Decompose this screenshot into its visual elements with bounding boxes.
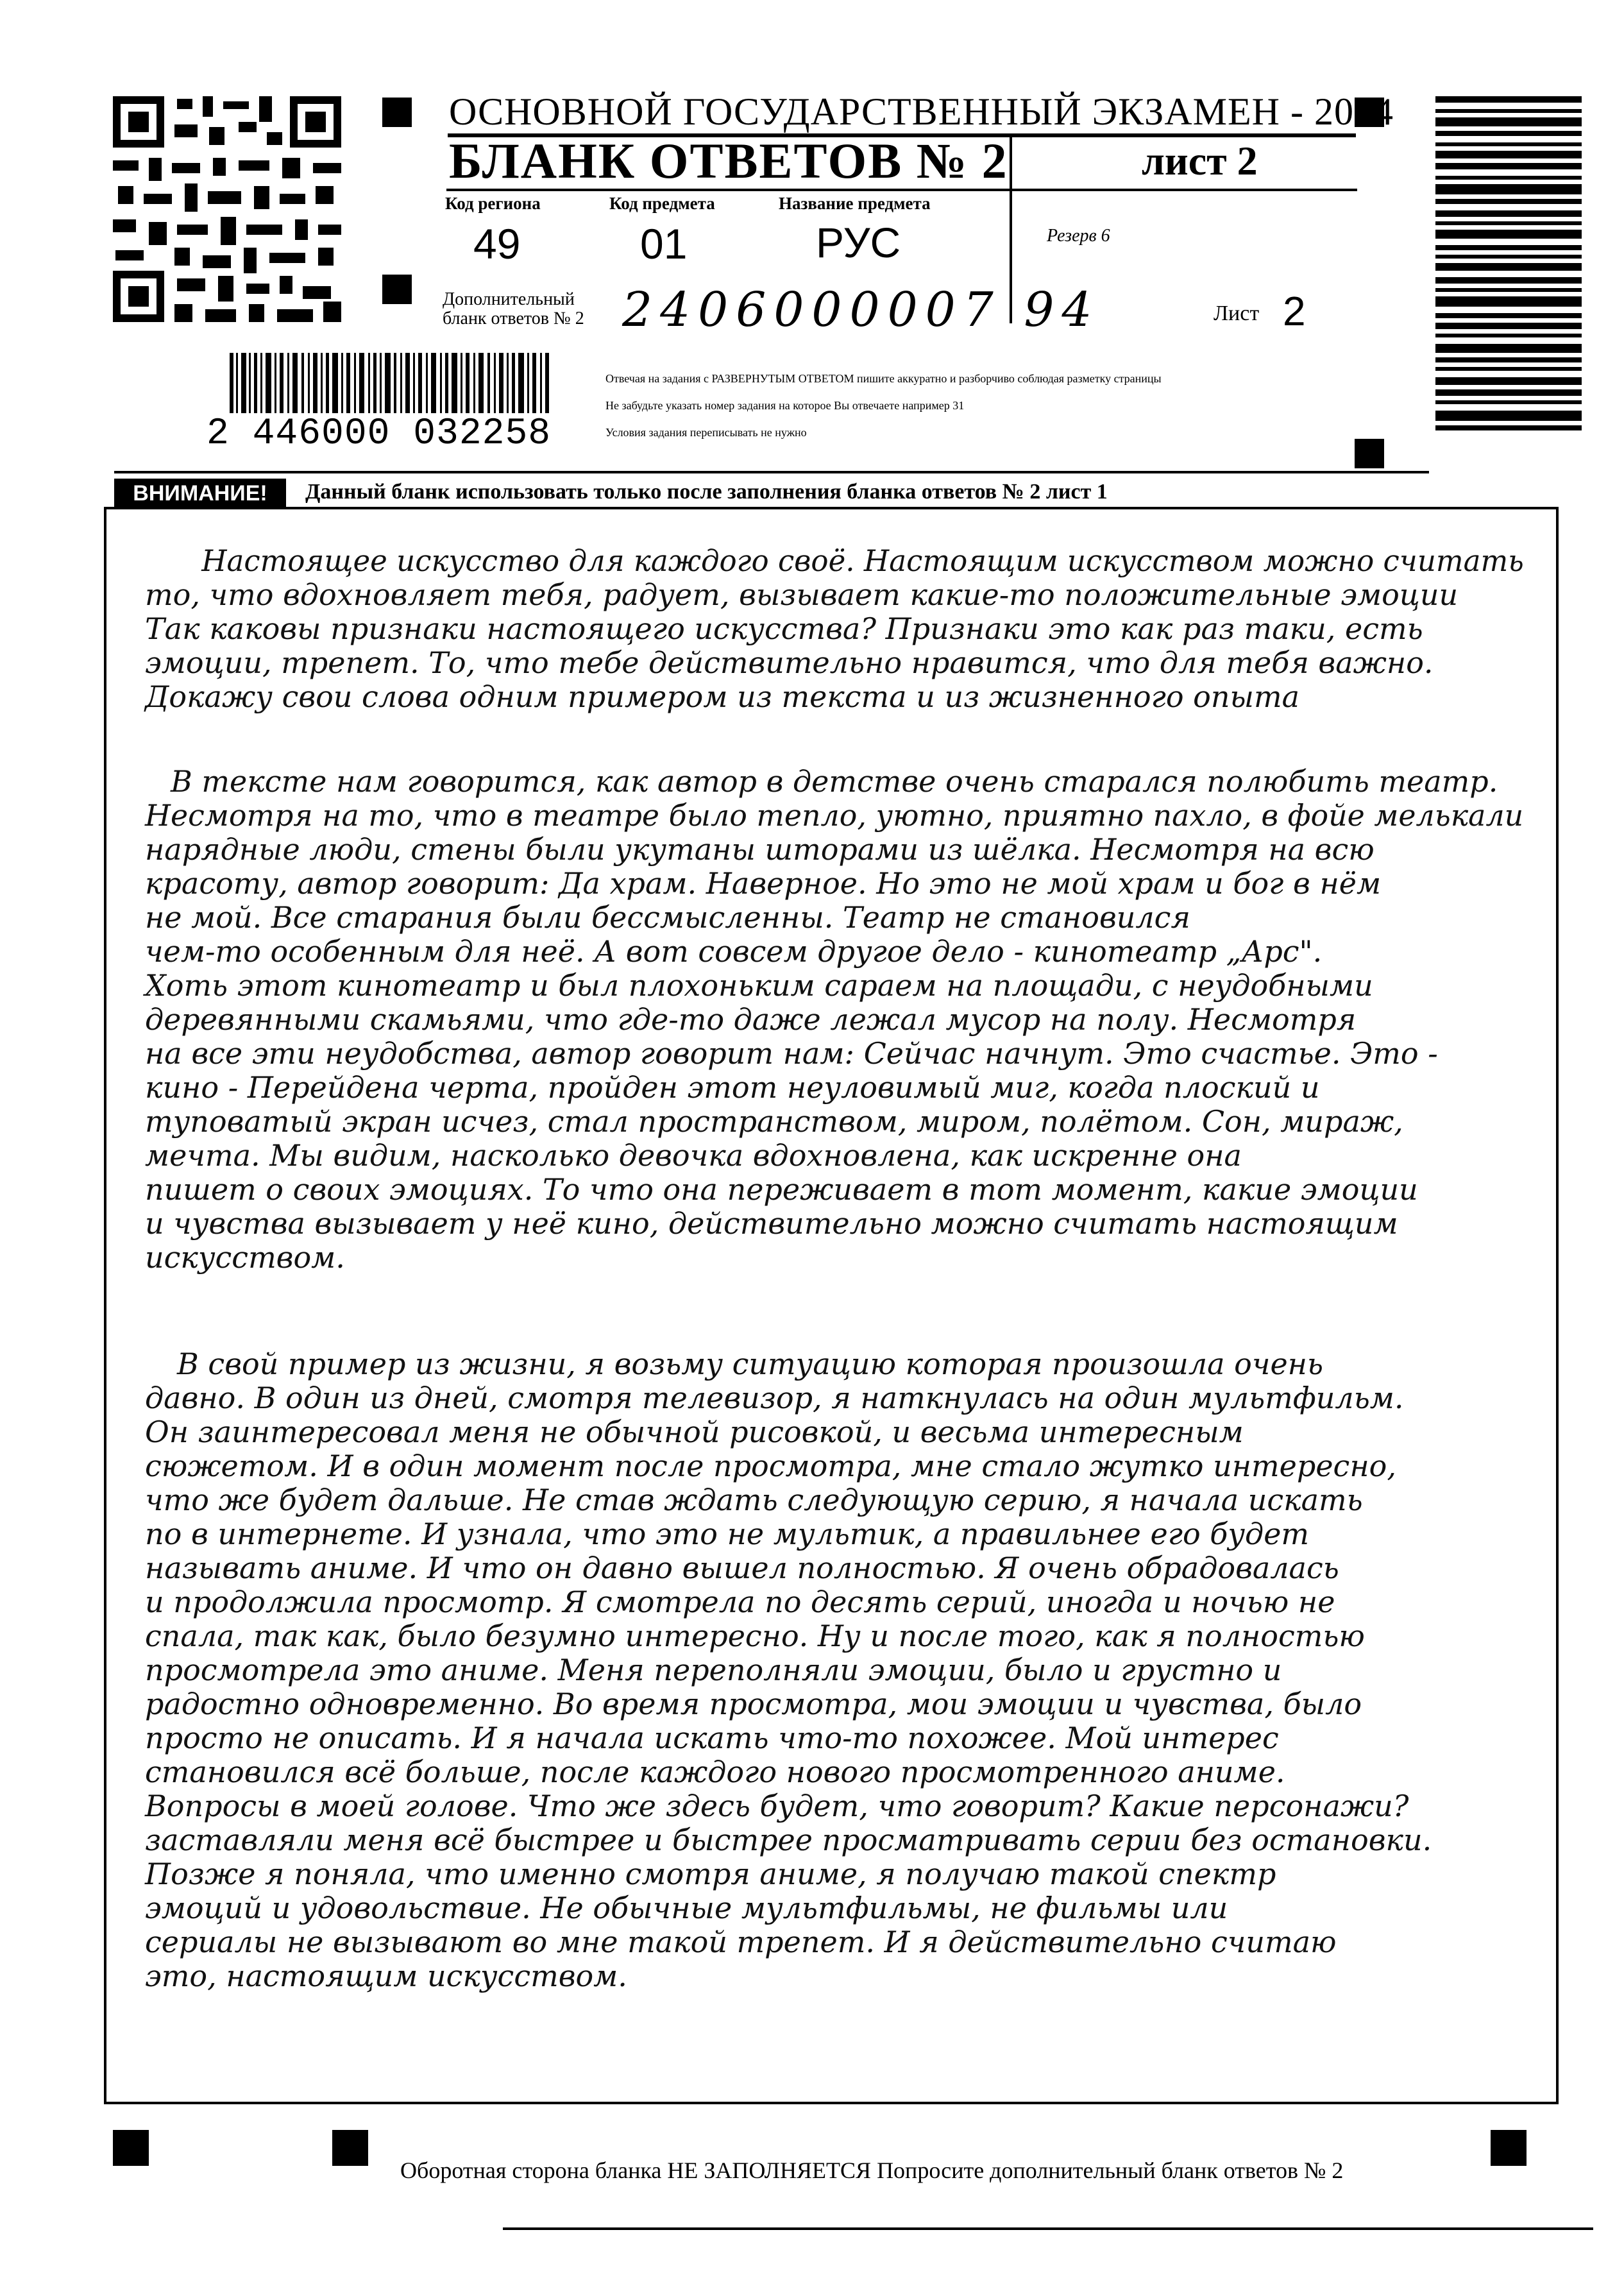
- handwritten-line: просто не описать. И я начала искать что-то похожее. Мой интерес: [145, 1721, 1279, 1755]
- handwritten-line: заставляли меня всё быстрее и быстрее просматривать серии без остановки.: [145, 1823, 1432, 1857]
- handwritten-line: Вопросы в моей голове. Что же здесь будет, что говорит? Какие персонажи?: [145, 1789, 1409, 1823]
- timing-stripe: [1435, 334, 1582, 337]
- timing-stripe: [1435, 323, 1582, 329]
- handwritten-line: туповатый экран исчез, стал пространством, миром, полётом. Сон, мираж,: [145, 1104, 1403, 1139]
- timing-stripes: [1435, 96, 1582, 481]
- timing-stripe: [1435, 109, 1582, 113]
- attention-badge: ВНИМАНИЕ!: [114, 479, 286, 508]
- subject-code-value: 01: [640, 220, 688, 268]
- footer-note: Оборотная сторона бланка НЕ ЗАПОЛНЯЕТСЯ Попросите дополнительный бланк ответов № 2: [400, 2158, 1344, 2183]
- timing-stripe: [1435, 263, 1582, 271]
- handwritten-line: искусством.: [145, 1240, 345, 1275]
- sheet-label: Лист: [1214, 302, 1260, 325]
- timing-stripe: [1435, 245, 1582, 250]
- timing-stripe: [1435, 96, 1582, 103]
- handwritten-line: радостно одновременно. Во время просмотра, мои эмоции и чувства, было: [145, 1687, 1362, 1721]
- alignment-marker: [1491, 2130, 1527, 2166]
- handwritten-line: Так каковы признаки настоящего искусства? Признаки это как раз таки, есть: [145, 611, 1423, 646]
- handwritten-line: просмотрела это аниме. Меня переполняли эмоции, было и грустно и: [145, 1653, 1282, 1687]
- handwritten-line: Хоть этот кинотеатр и был плохоньким сараем на площади, с неудобными: [145, 968, 1373, 1003]
- handwritten-line: В свой пример из жизни, я возьму ситуацию которая произошла очень: [177, 1347, 1324, 1381]
- handwritten-line: сериалы не вызывают во мне такой трепет. И я действительно считаю: [145, 1925, 1337, 1959]
- handwritten-line: и чувства вызывает у неё кино, действительно можно считать настоящим: [145, 1206, 1398, 1241]
- handwritten-line: и продолжила просмотр. Я смотрела по десять серий, иногда и ночью не: [145, 1585, 1335, 1619]
- handwritten-line: на все эти неудобства, автор говорит нам: Сейчас начнут. Это счастье. Это -: [145, 1036, 1438, 1071]
- barcode-number: 2 446000 032258: [204, 413, 554, 455]
- handwritten-line: называть аниме. И что он давно вышел полностью. Я очень обрадовалась: [145, 1551, 1339, 1585]
- handwritten-line: то, что вдохновляет тебя, радует, вызывает какие-то положительные эмоции: [145, 577, 1459, 612]
- subject-name-label: Название предмета: [779, 194, 931, 213]
- handwritten-line: красоту, автор говорит: Да храм. Наверное. Но это не мой храм и бог в нём: [145, 866, 1382, 901]
- timing-stripe: [1435, 176, 1582, 180]
- timing-stripe: [1435, 425, 1582, 430]
- timing-stripe: [1435, 344, 1582, 353]
- alignment-marker: [382, 98, 412, 127]
- timing-stripe: [1435, 230, 1582, 239]
- sheet-title: лист 2: [1142, 138, 1258, 183]
- blank-title: БЛАНК ОТВЕТОВ № 2: [449, 133, 1008, 189]
- handwritten-line: Он заинтересовал меня не обычной рисовкой, и весьма интересным: [145, 1415, 1244, 1449]
- handwritten-line: В тексте нам говорится, как автор в детстве очень старался полюбить театр.: [171, 764, 1498, 799]
- attention-text: Данный бланк использовать только после заполнения бланка ответов № 2 лист 1: [305, 480, 1108, 504]
- region-value: 49: [473, 220, 521, 268]
- handwritten-line: это, настоящим искусством.: [145, 1959, 627, 1993]
- qr-code: [113, 96, 341, 322]
- instruction-line: Условия задания переписывать не нужно: [605, 426, 807, 439]
- timing-stripe: [1435, 288, 1582, 292]
- handwritten-line: Несмотря на то, что в театре было тепло, уютно, приятно пахло, в фойе мелькали: [145, 798, 1524, 833]
- additional-blank-label: Дополнительный бланк ответов № 2: [443, 289, 584, 328]
- instruction-line: Отвечая на задания с РАЗВЕРНУТЫМ ОТВЕТОМ пишите аккуратно и разборчиво соблюдая разметку страницы: [605, 372, 1162, 385]
- additional-blank-number: 2406000007 94: [622, 282, 1100, 337]
- subject-name-value: РУС: [816, 219, 901, 266]
- handwritten-line: Докажу свои слова одним примером из текста и из жизненного опыта: [145, 679, 1299, 714]
- subject-code-label: Код предмета: [609, 194, 715, 213]
- handwritten-line: спала, так как, было безумно интересно. Ну и после того, как я полностью: [145, 1619, 1365, 1653]
- timing-stripe: [1435, 389, 1582, 396]
- timing-stripe: [1435, 400, 1582, 404]
- answer-paragraph-2: [145, 765, 1550, 1275]
- timing-stripe: [1435, 184, 1582, 194]
- handwritten-line: эмоции, трепет. То, что тебе действительно нравится, что для тебя важно.: [145, 645, 1434, 680]
- timing-stripe: [1435, 313, 1582, 318]
- handwritten-line: Настоящее искусство для каждого своё. Настоящим искусством можно считать: [201, 543, 1524, 578]
- handwritten-line: по в интернете. И узнала, что это не мультик, а правильнее его будет: [145, 1517, 1310, 1551]
- timing-stripe: [1435, 221, 1582, 225]
- timing-stripe: [1435, 357, 1582, 362]
- region-label: Код региона: [445, 194, 541, 213]
- timing-stripe: [1435, 210, 1582, 217]
- alignment-marker: [1355, 439, 1384, 468]
- handwritten-line: чем-то особенным для неё. А вот совсем другое дело - кинотеатр „Арс".: [145, 934, 1323, 969]
- alignment-marker: [113, 2130, 149, 2166]
- timing-stripe: [1435, 199, 1582, 204]
- timing-stripe: [1435, 131, 1582, 136]
- handwritten-line: нарядные люди, стены были укутаны шторами из шёлка. Несмотря на всю: [145, 832, 1374, 867]
- handwritten-line: сюжетом. И в один момент после просмотра, мне стало жутко интересно,: [145, 1449, 1396, 1483]
- timing-stripe: [1435, 277, 1582, 284]
- bottom-divider: [503, 2227, 1593, 2230]
- timing-stripe: [1435, 411, 1582, 421]
- header-divider: [446, 189, 1357, 191]
- timing-stripe: [1435, 367, 1582, 371]
- alignment-marker: [382, 275, 412, 304]
- timing-stripe: [1435, 163, 1582, 169]
- sheet-value: 2: [1283, 288, 1306, 334]
- alignment-marker: [332, 2130, 368, 2166]
- attention-divider: [114, 471, 1429, 473]
- handwritten-line: Позже я поняла, что именно смотря аниме, я получаю такой спектр: [145, 1857, 1276, 1891]
- answer-paragraph-3: [145, 1347, 1550, 1993]
- reserve-field: Резерв 6: [1047, 226, 1110, 246]
- handwritten-line: кино - Перейдена черта, пройден этот неуловимый миг, когда плоский и: [145, 1070, 1320, 1105]
- timing-stripe: [1435, 117, 1582, 126]
- handwritten-line: становился всё больше, после каждого нового просмотренного аниме.: [145, 1755, 1285, 1789]
- handwritten-line: пишет о своих эмоциях. То что она переживает в тот момент, какие эмоции: [145, 1172, 1418, 1207]
- exam-title: ОСНОВНОЙ ГОСУДАРСТВЕННЫЙ ЭКЗАМЕН - 2024: [449, 90, 1394, 133]
- timing-stripe: [1435, 142, 1582, 146]
- handwritten-line: давно. В один из дней, смотря телевизор, я наткнулась на один мультфильм.: [145, 1381, 1404, 1415]
- timing-stripe: [1435, 296, 1582, 307]
- timing-stripe: [1435, 151, 1582, 158]
- timing-stripe: [1435, 377, 1582, 385]
- handwritten-line: эмоций и удовольствие. Не обычные мультфильмы, не фильмы или: [145, 1891, 1228, 1925]
- handwritten-line: мечта. Мы видим, насколько девочка вдохновлена, как искренне она: [145, 1138, 1242, 1173]
- handwritten-line: не мой. Все старания были бессмысленны. Театр не становился: [145, 900, 1190, 935]
- instruction-line: Не забудьте указать номер задания на которое Вы отвечаете например 31: [605, 399, 965, 412]
- answer-paragraph-1: [145, 544, 1550, 714]
- timing-stripe: [1435, 255, 1582, 259]
- handwritten-line: деревянными скамьями, что где-то даже лежал мусор на полу. Несмотря: [145, 1002, 1357, 1037]
- handwritten-line: что же будет дальше. Не став ждать следующую серию, я начала искать: [145, 1483, 1363, 1517]
